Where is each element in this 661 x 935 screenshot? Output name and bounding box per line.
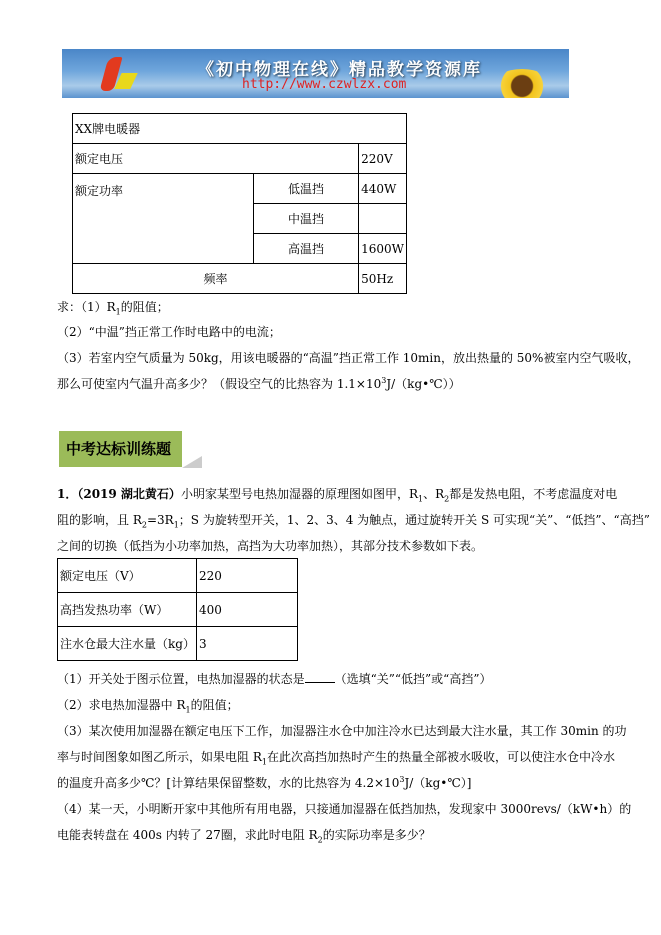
level-label: 高温挡 <box>254 234 359 264</box>
text: 的实际功率是多少？ <box>322 828 431 842</box>
spec-label: 额定电压（V） <box>58 559 197 593</box>
sub-question-1 <box>57 670 491 687</box>
subscript: 1 <box>417 494 424 504</box>
text: 那么可使室内气温升高多少？（假设空气的比热容为 1.1×10 <box>57 377 382 391</box>
problem-line: 之间的切换（低挡为小功率加热，高挡为大功率加热），其部分技术参数如下表。 <box>57 539 484 553</box>
sunflower-image <box>492 69 552 98</box>
power-label: 额定功率 <box>73 174 254 264</box>
level-label: 低温挡 <box>254 174 359 204</box>
superscript: 3 <box>399 775 405 784</box>
text: 阻的影响，且 R <box>57 513 142 527</box>
text: （2）求电热加湿器中 R <box>57 698 186 712</box>
sub-question-4-cont <box>57 826 431 844</box>
sub-question-3-cont <box>57 774 471 791</box>
question-line: （2）“中温”挡正常工作时电路中的电流； <box>57 325 281 339</box>
text: 率与时间图象如图乙所示，如果电阻 R <box>57 750 262 764</box>
level-value <box>359 204 407 234</box>
subscript: 2 <box>317 835 323 845</box>
level-value: 440W <box>359 174 407 204</box>
answer-blank <box>305 682 335 683</box>
problem-line <box>57 511 650 529</box>
subscript: 1 <box>261 757 267 767</box>
text: 求：（1）R <box>57 300 116 314</box>
section-title: 中考达标训练题 <box>59 431 182 467</box>
subscript: 2 <box>141 520 147 530</box>
spec-value: 400 <box>197 593 298 627</box>
question-line <box>57 298 169 316</box>
problem-line <box>57 485 617 503</box>
sub-question-3-cont <box>57 748 615 766</box>
text: J/（kg•℃）） <box>386 377 461 391</box>
section-title-shadow <box>182 456 202 468</box>
text: J/（kg•℃）] <box>404 776 472 790</box>
question-line: （3）若室内空气质量为 50kg，用该电暖器的“高温”挡正常工作 10min，放出热量的 50%被室内空气吸收， <box>57 351 640 365</box>
text: 都是发热电阻，不考虑温度对电 <box>449 487 618 501</box>
sub-question-3: （3）某次使用加湿器在额定电压下工作，加湿器注水仓中加注冷水已达到最大注水量，其工作 30min 的功 <box>57 724 627 738</box>
heater-spec-table <box>72 113 407 294</box>
banner-title: 《初中物理在线》精品教学资源库 <box>197 60 482 80</box>
sub-question-4: （4）某一天，小明断开家中其他所有用电器，只接通加湿器在低挡加热，发现家中 3000revs/（kW•h）的 <box>57 802 632 816</box>
header-banner <box>62 49 569 98</box>
sub-question-2 <box>57 696 239 714</box>
text: 的阻值； <box>120 300 169 314</box>
freq-value: 50Hz <box>359 264 407 294</box>
problem-number: 1． <box>57 487 78 501</box>
logo-icon-accent <box>114 73 137 89</box>
banner-url: http://www.czwlzx.com <box>242 77 407 92</box>
text: 的温度升高多少℃？[计算结果保留整数，水的比热容为 4.2×10 <box>57 776 400 790</box>
problem-source: （2019 湖北黄石） <box>77 487 181 501</box>
text: 在此次高挡加热时产生的热量全部被水吸收，可以使注水仓中冷水 <box>266 750 615 764</box>
spec-value: 3 <box>197 627 298 661</box>
spec-value: 220 <box>197 559 298 593</box>
subscript: 1 <box>173 520 179 530</box>
table-title: XX牌电暖器 <box>73 114 407 144</box>
spec-label: 注水仓最大注水量（kg） <box>58 627 197 661</box>
level-label: 中温挡 <box>254 204 359 234</box>
level-value: 1600W <box>359 234 407 264</box>
text: 小明家某型号电热加湿器的原理图如图甲，R <box>180 487 418 501</box>
text: 、R <box>423 487 445 501</box>
humidifier-spec-table <box>57 558 298 661</box>
text: ；S 为旋转型开关，1、2、3、4 为触点，通过旋转开关 S 可实现“关”、“低挡”、“高挡” <box>178 513 650 527</box>
subscript: 1 <box>185 705 191 715</box>
voltage-value: 220V <box>359 144 407 174</box>
spec-label: 高挡发热功率（W） <box>58 593 197 627</box>
voltage-label: 额定电压 <box>73 144 359 174</box>
freq-label: 频率 <box>73 264 359 294</box>
text: 的阻值； <box>190 698 239 712</box>
text: =3R <box>146 513 174 527</box>
text: 电能表转盘在 400s 内转了 27圈，求此时电阻 R <box>57 828 318 842</box>
text: （选填“关”“低挡”或“高挡”） <box>334 672 492 686</box>
superscript: 3 <box>381 376 387 385</box>
text: （1）开关处于图示位置，电热加湿器的状态是 <box>57 672 305 686</box>
subscript: 2 <box>444 494 450 504</box>
subscript: 1 <box>115 307 121 317</box>
question-line <box>57 375 461 392</box>
